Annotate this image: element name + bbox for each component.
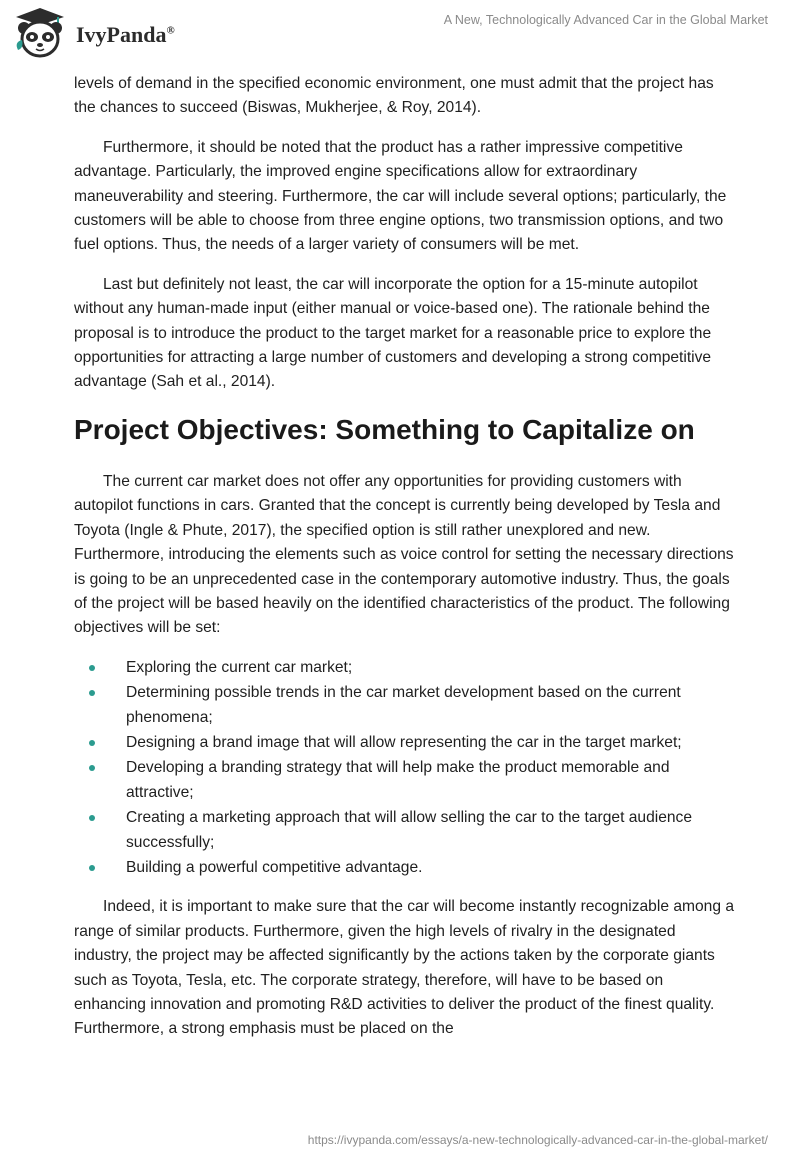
bullet-icon <box>89 740 95 746</box>
logo[interactable] <box>12 6 175 60</box>
article-body <box>74 72 734 1057</box>
page-header <box>0 0 800 70</box>
panda-graduate-icon <box>12 6 68 60</box>
paragraph-2: Furthermore, it should be noted that the product has a rather impressive competitive advantage. Particularly, the improved engine specifications allow for extraordinary maneuverability and steering. Furthermore, the car will include several options; particularly, the customers will be able to choose from three engine options, two transmission options, and two fuel options. Thus, the needs of a larger variety of consumers will be met. <box>74 138 727 254</box>
list-item: Determining possible trends in the car market development based on the current phenomena; <box>74 681 734 730</box>
bullet-icon <box>89 665 95 671</box>
source-url[interactable]: https://ivypanda.com/essays/a-new-technologically-advanced-car-in-the-global-market/ <box>307 1133 768 1147</box>
section-heading: Project Objectives: Something to Capitalize on <box>74 413 695 445</box>
paragraph-4: The current car market does not offer any opportunities for providing customers with autopilot functions in cars. Granted that the concept is currently being developed by Tesla and Toyota (Ingle & Phute, 2017), the specified option is still rather unexplored and new. Furthermore, introducing the elements such as voice control for setting the necessary directions is going to be an unprecedented case in the contemporary automotive industry. Thus, the goals of the project will be based heavily on the identified characteristics of the product. The following objectives will be set: <box>74 472 734 637</box>
objectives-list <box>74 656 734 881</box>
bullet-icon <box>89 865 95 871</box>
bullet-icon <box>89 765 95 771</box>
list-item: Exploring the current car market; <box>74 656 734 680</box>
list-item: Designing a brand image that will allow representing the car in the target market; <box>74 731 734 755</box>
paragraph-1: levels of demand in the specified economic environment, one must admit that the project has the chances to succeed (Biswas, Mukherjee, & Roy, 2014). <box>74 75 714 117</box>
paragraph-3: Last but definitely not least, the car will incorporate the option for a 15-minute autopilot without any human-made input (either manual or voice-based one). The rationale behind the proposal is to introduce the product to the target market for a reasonable price to explore the opportunities for attracting a large number of customers and developing a strong competitive advantage (Sah et al., 2014). <box>74 275 712 391</box>
bullet-icon <box>89 690 95 696</box>
brand-name: IvyPanda® <box>76 22 175 47</box>
bullet-icon <box>89 815 95 821</box>
list-item: Building a powerful competitive advantage. <box>74 856 734 880</box>
document-title: A New, Technologically Advanced Car in the Global Market <box>443 13 768 27</box>
list-item: Developing a branding strategy that will help make the product memorable and attractive; <box>74 756 734 805</box>
list-item: Creating a marketing approach that will allow selling the car to the target audience successfully; <box>74 806 734 855</box>
paragraph-5: Indeed, it is important to make sure that the car will become instantly recognizable among a range of similar products. Furthermore, given the high levels of rivalry in the designated industry, the project may be affected significantly by the actions taken by the corporate giants such as Toyota, Tesla, etc. The corporate strategy, therefore, will have to be based on enhancing innovation and promoting R&D activities to deliver the product of the finest quality. Furthermore, a strong emphasis must be placed on the <box>74 898 735 1038</box>
